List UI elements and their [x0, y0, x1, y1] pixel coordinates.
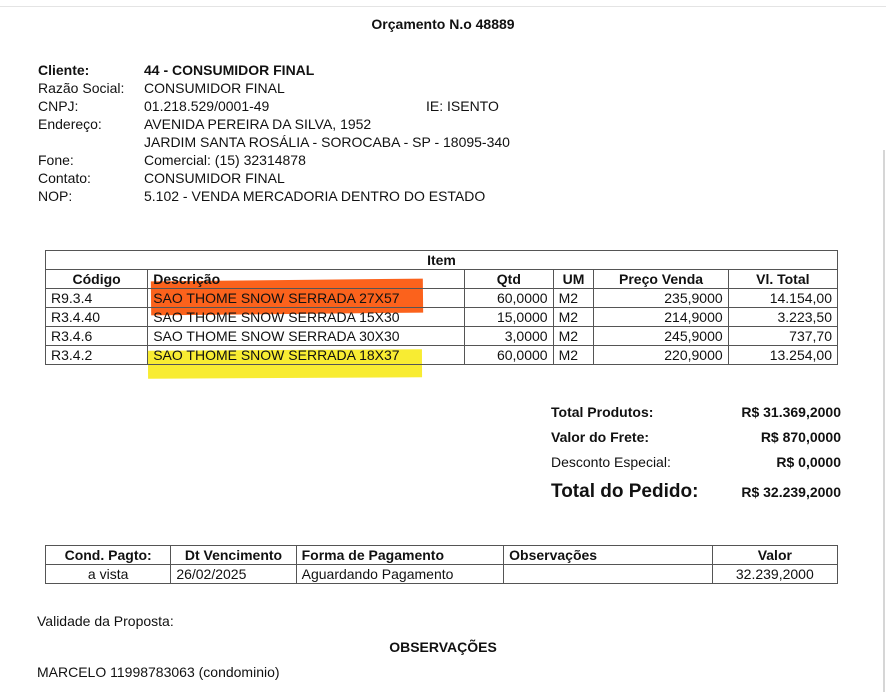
col-dt-vencimento: Dt Vencimento	[171, 546, 296, 565]
qtd-cell: 3,0000	[465, 327, 553, 346]
total-produtos-value: R$ 31.369,2000	[741, 404, 841, 420]
valor-cell: 32.239,2000	[712, 565, 837, 584]
col-qtd: Qtd	[465, 270, 553, 289]
validade-label: Validade da Proposta:	[37, 613, 174, 629]
payment-table	[45, 545, 838, 584]
fone-value: Comercial: (15) 32314878	[144, 152, 306, 168]
frete-value: R$ 870,0000	[760, 429, 841, 445]
total-cell: 3.223,50	[728, 308, 837, 327]
cnpj-row	[38, 97, 598, 115]
table-row	[46, 565, 838, 584]
items-section-title: Item	[46, 251, 838, 270]
nop-value: 5.102 - VENDA MERCADORIA DENTRO DO ESTADO	[144, 188, 486, 204]
items-table	[45, 250, 838, 365]
qtd-cell: 60,0000	[465, 289, 553, 308]
codigo-cell: R3.4.6	[46, 327, 148, 346]
top-border	[0, 0, 886, 7]
contato-value: CONSUMIDOR FINAL	[144, 170, 285, 186]
desconto-value: R$ 0,0000	[776, 454, 841, 470]
codigo-cell: R3.4.40	[46, 308, 148, 327]
endereco-row	[38, 115, 598, 133]
total-produtos-label: Total Produtos:	[551, 404, 654, 420]
qtd-cell: 60,0000	[465, 346, 553, 365]
forma-pagamento-cell: Aguardando Pagamento	[296, 565, 504, 584]
um-cell: M2	[553, 308, 594, 327]
cond-pagto-cell: a vista	[46, 565, 171, 584]
total-pedido-value: R$ 32.239,2000	[741, 484, 841, 500]
codigo-cell: R9.3.4	[46, 289, 148, 308]
um-cell: M2	[553, 346, 594, 365]
col-cond-pagto: Cond. Pagto:	[46, 546, 171, 565]
desconto-row	[551, 454, 841, 479]
nop-label: NOP:	[38, 188, 73, 204]
endereco-line1: AVENIDA PEREIRA DA SILVA, 1952	[144, 116, 372, 132]
um-cell: M2	[553, 289, 594, 308]
col-codigo: Código	[46, 270, 148, 289]
cnpj-value: 01.218.529/0001-49	[144, 98, 270, 114]
col-valor: Valor	[712, 546, 837, 565]
col-descricao: Descrição	[148, 270, 465, 289]
col-observacoes: Observações	[504, 546, 713, 565]
nop-row	[38, 187, 598, 205]
col-um: UM	[553, 270, 594, 289]
total-pedido-label: Total do Pedido:	[551, 481, 699, 502]
col-preco: Preço Venda	[594, 270, 728, 289]
preco-cell: 220,9000	[594, 346, 728, 365]
fone-label: Fone:	[38, 152, 74, 168]
cnpj-label: CNPJ:	[38, 98, 79, 114]
descricao-cell: SAO THOME SNOW SERRADA 30X30	[148, 327, 465, 346]
client-info	[38, 61, 598, 205]
fone-row	[38, 151, 598, 169]
vencimento-cell: 26/02/2025	[171, 565, 296, 584]
client-row	[38, 61, 598, 79]
total-produtos-row	[551, 404, 841, 429]
observacoes-text: MARCELO 11998783063 (condominio)	[37, 664, 280, 680]
table-row	[46, 289, 838, 308]
endereco-line2: JARDIM SANTA ROSÁLIA - SOROCABA - SP - 18095-340	[144, 134, 510, 150]
cliente-value: 44 - CONSUMIDOR FINAL	[144, 62, 315, 78]
razao-value: CONSUMIDOR FINAL	[144, 80, 285, 96]
descricao-cell: SAO THOME SNOW SERRADA 15X30	[148, 308, 465, 327]
frete-row	[551, 429, 841, 454]
frete-label: Valor do Frete:	[551, 429, 650, 445]
desconto-label: Desconto Especial:	[551, 454, 671, 470]
observacoes-title: OBSERVAÇÕES	[389, 639, 497, 655]
descricao-cell: SAO THOME SNOW SERRADA 27X57	[148, 289, 465, 308]
contato-label: Contato:	[38, 170, 91, 186]
col-total: Vl. Total	[728, 270, 837, 289]
table-row	[46, 308, 838, 327]
descricao-cell: SAO THOME SNOW SERRADA 18X37	[148, 346, 465, 365]
preco-cell: 235,9000	[594, 289, 728, 308]
ie-value: IE: ISENTO	[426, 98, 499, 114]
cliente-label: Cliente:	[38, 62, 90, 78]
contato-row	[38, 169, 598, 187]
table-row	[46, 327, 838, 346]
codigo-cell: R3.4.2	[46, 346, 148, 365]
document-title: Orçamento N.o 48889	[371, 16, 515, 32]
page-edge	[883, 150, 885, 692]
table-row	[46, 346, 838, 365]
razao-row	[38, 79, 598, 97]
endereco-row-2	[38, 133, 598, 151]
preco-cell: 245,9000	[594, 327, 728, 346]
qtd-cell: 15,0000	[465, 308, 553, 327]
observacoes-cell	[504, 565, 713, 584]
totals-block	[551, 404, 841, 506]
um-cell: M2	[553, 327, 594, 346]
total-pedido-row	[551, 481, 841, 506]
col-forma-pagamento: Forma de Pagamento	[296, 546, 504, 565]
endereco-label: Endereço:	[38, 116, 102, 132]
preco-cell: 214,9000	[594, 308, 728, 327]
razao-label: Razão Social:	[38, 80, 125, 96]
total-cell: 13.254,00	[728, 346, 837, 365]
total-cell: 14.154,00	[728, 289, 837, 308]
total-cell: 737,70	[728, 327, 837, 346]
